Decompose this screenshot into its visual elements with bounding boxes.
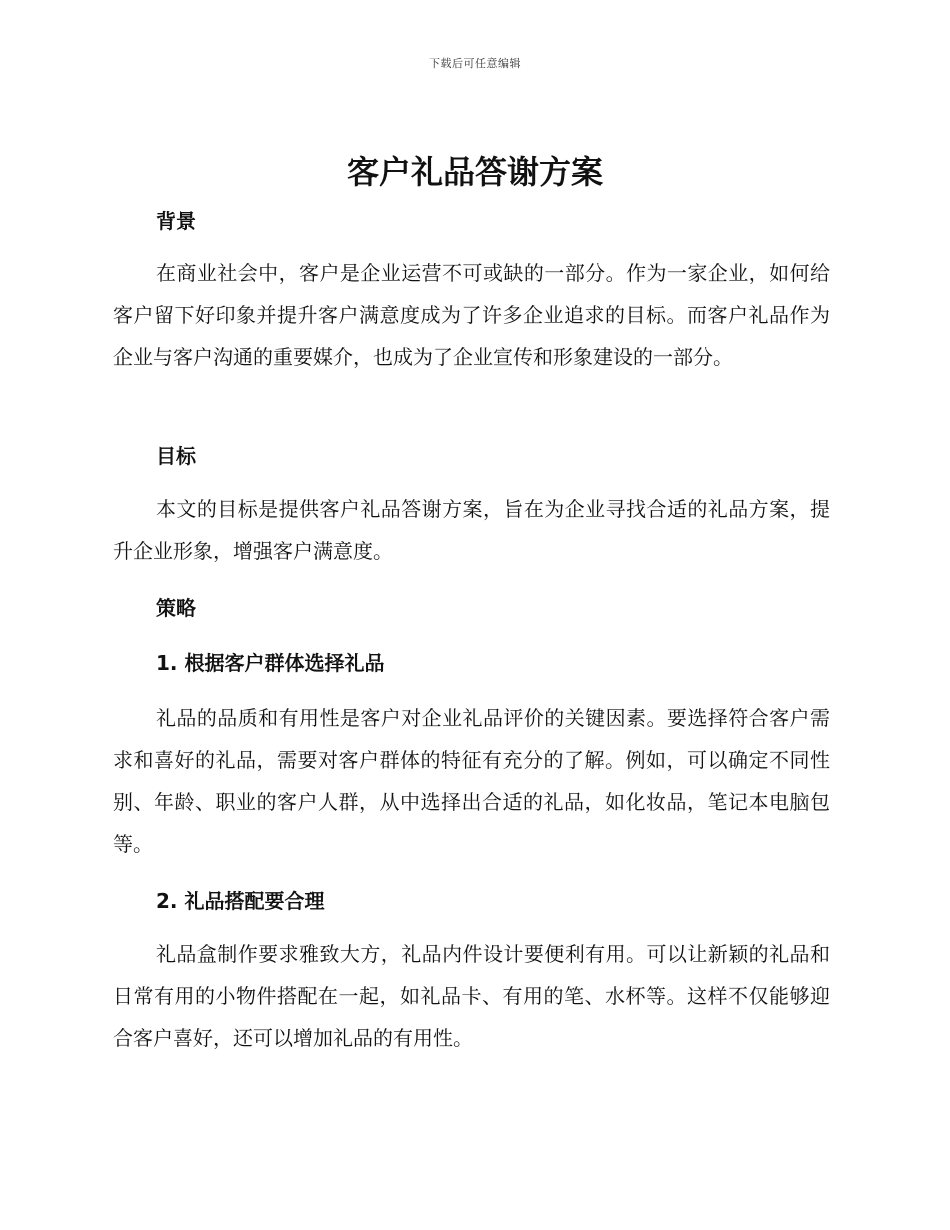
document-title: 客户礼品答谢方案 [346,153,603,191]
section-heading-background: 背景 [156,209,196,233]
paragraph-strategy-2: 礼品盒制作要求雅致大方，礼品内件设计要便利有用。可以让新颖的礼品和日常有用的小物件搭配在一起，如礼品卡、有用的笔、水杯等。这样不仅能够迎合客户喜好，还可以增加礼品的有用性。 [113,942,830,1050]
header-note: 下载后可任意编辑 [429,57,521,70]
paragraph-strategy-1: 礼品的品质和有用性是客户对企业礼品评价的关键因素。要选择符合客户需求和喜好的礼品，需要对客户群体的特征有充分的了解。例如，可以确定不同性别、年龄、职业的客户人群，从中选择出合适的礼品，如化妆品，笔记本电脑包等。 [113,706,830,856]
section-heading-strategy: 策略 [156,596,196,620]
subheading-strategy-1: 1. 根据客户群体选择礼品 [156,651,385,675]
subheading-strategy-2: 2. 礼品搭配要合理 [156,889,325,913]
paragraph-background: 在商业社会中，客户是企业运营不可或缺的一部分。作为一家企业，如何给客户留下好印象并提升客户满意度成为了许多企业追求的目标。而客户礼品作为企业与客户沟通的重要媒介，也成为了企业宣传和形象建设的一部分。 [113,261,830,369]
paragraph-goal: 本文的目标是提供客户礼品答谢方案，旨在为企业寻找合适的礼品方案，提升企业形象，增强客户满意度。 [113,497,830,563]
section-heading-goal: 目标 [156,444,196,468]
